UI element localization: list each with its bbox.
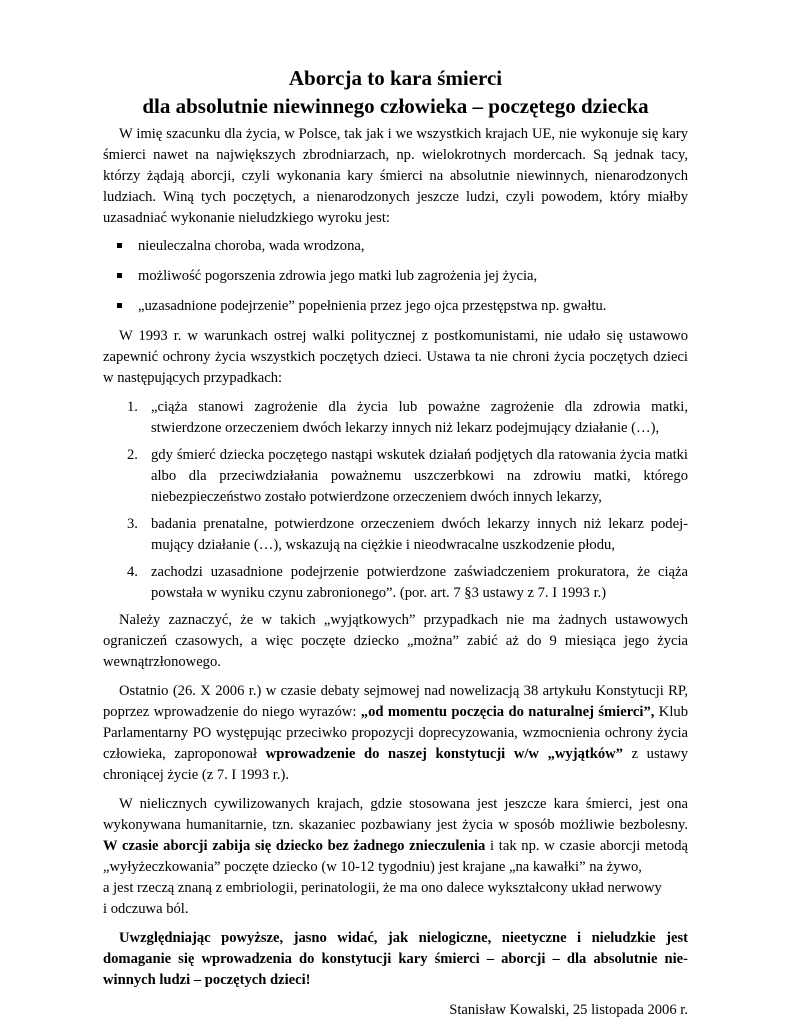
paragraph-embryology-line: a jest rzeczą znaną z embriologii, perinatologii, że ma ono dalece wykształcony układ nerwowy bbox=[103, 880, 662, 896]
bullet-item: nieuleczalna choroba, wada wrodzona, bbox=[103, 236, 688, 257]
text-run: W nielicznych cywilizowanych krajach, gdzie stosowana jest jeszcze kara śmierci, jest ona wykonywana humanitarnie, tzn. skazaniec pozbawiany jest życia w sposób możliwie bezbolesny. bbox=[103, 796, 688, 833]
title-line-1: Aborcja to kara śmierci bbox=[288, 66, 503, 90]
numbered-item bbox=[103, 397, 688, 439]
bold-quote: „od momentu poczęcia do naturalnej śmierci”, bbox=[360, 704, 655, 720]
paragraph-exceptions: Należy zaznaczyć, że w takich „wyjątkowych” przypadkach nie ma żadnych ustawowych ograniczeń czasowych, a więc poczęte dziecko „można” zabić aż do 9 miesiąca jego życia wewnątrzłonowego. bbox=[103, 612, 688, 670]
item-text: gdy śmierć dziecka poczętego nastąpi wskutek działań podjętych dla ratowania życia matki albo dla przeciwdziałania poważnemu uszczerbkowi na zdrowiu matki, którego niebezpieczeństwo zostało potwierdzone orzeczeniem dwóch innych lekarzy, bbox=[151, 447, 688, 505]
numbered-item bbox=[103, 562, 688, 604]
paragraph-death-penalty bbox=[103, 794, 688, 878]
paragraph-intro: W imię szacunku dla życia, w Polsce, tak jak i we wszystkich krajach UE, nie wykonuje się kary śmierci nawet na największych zbrodniarzach, np. wielokrotnych mordercach. Są jednak tacy, którzy żądają aborcji, czyli wykonania kary śmierci na absolutnie niewinnych, nienarodzonych ludziach. Winą tych poczętych, a nienarodzonych jeszcze ludzi, czyli powodem, który miałby uzasadniać wykonanie nieludzkiego wyroku jest: bbox=[103, 126, 688, 226]
item-text: „ciąża stanowi zagrożenie dla życia lub poważne zagrożenie dla zdrowia matki, stwierdzone orzeczeniem dwóch lekarzy innych niż lekarz podejmujący działanie (…), bbox=[151, 399, 688, 436]
numbered-item bbox=[103, 445, 688, 508]
bold-statement: W czasie aborcji zabija się dziecko bez żadnego znieczulenia bbox=[103, 838, 486, 854]
bold-proposal: wprowadzenie do naszej konstytucji w/w „wyjątków” bbox=[265, 746, 623, 762]
item-number: 4. bbox=[127, 564, 138, 580]
paragraph-sejm-debate bbox=[103, 681, 688, 786]
text-run: Ostatnio (26. X 2006 r.) w czasie debaty sejmowej nad nowelizacją 38 artykułu Konstytucji RP, poprzez wprowadzenie do niego wyrazów: bbox=[103, 683, 688, 720]
bullet-list bbox=[103, 236, 688, 317]
item-text: zachodzi uzasadnione podejrzenie potwierdzone zaświadczeniem prokuratora, że ciąża powstała w wyniku czynu zabronionego”. (por. art. 7 §3 ustawy z 7. I 1993 r.) bbox=[151, 564, 688, 601]
paragraph-1993-law: W 1993 r. w warunkach ostrej walki politycznej z postkomunistami, nie udało się ustawowo zapewnić ochrony życia wszystkich poczętych dzieci. Ustawa ta nie chroni życia poczętych dzieci w następujących przypadkach: bbox=[103, 328, 688, 386]
numbered-item bbox=[103, 514, 688, 556]
document-title bbox=[103, 64, 688, 120]
item-number: 3. bbox=[127, 516, 138, 532]
bullet-item: możliwość pogorszenia zdrowia jego matki lub zagrożenia jej życia, bbox=[103, 266, 688, 287]
signature: Stanisław Kowalski, 25 listopada 2006 r. bbox=[449, 1002, 688, 1018]
text-run: i tak np. w czasie aborcji metodą „wyłyżeczkowania” poczęte dziecko (w 10-12 tygodniu) jest krajane „na kawałki” na żywo, bbox=[103, 838, 688, 875]
title-line-2: dla absolutnie niewinnego człowieka – poczętego dziecka bbox=[142, 94, 649, 118]
document-body bbox=[103, 64, 688, 1021]
bold-conclusion: Uwzględniając powyższe, jasno widać, jak nielogiczne, nieetyczne i nieludzkie jest domaganie się wprowadzenia do konstytucji kary śmierci – aborcji – dla absolutnie nie-winnych ludzi – poczętych dzieci! bbox=[103, 930, 688, 988]
item-number: 1. bbox=[127, 399, 138, 415]
item-number: 2. bbox=[127, 447, 138, 463]
paragraph-conclusion bbox=[103, 928, 688, 991]
text-run: Klub Parlamentarny PO występując przeciwko propozycji doprecyzowania, wzmocnienia ochrony życia człowieka, zaproponował bbox=[103, 704, 688, 762]
numbered-list bbox=[103, 397, 688, 604]
item-text: badania prenatalne, potwierdzone orzeczeniem dwóch lekarzy innych niż lekarz podej-mujący działanie (…), wskazują na ciężkie i nieodwracalne uszkodzenie płodu, bbox=[151, 516, 688, 553]
text-run: z ustawy chroniącej życie (z 7. I 1993 r.). bbox=[103, 746, 689, 783]
paragraph-pain-line: i odczuwa ból. bbox=[103, 901, 189, 917]
bullet-item: „uzasadnione podejrzenie” popełnienia przez jego ojca przestępstwa np. gwałtu. bbox=[103, 296, 688, 317]
